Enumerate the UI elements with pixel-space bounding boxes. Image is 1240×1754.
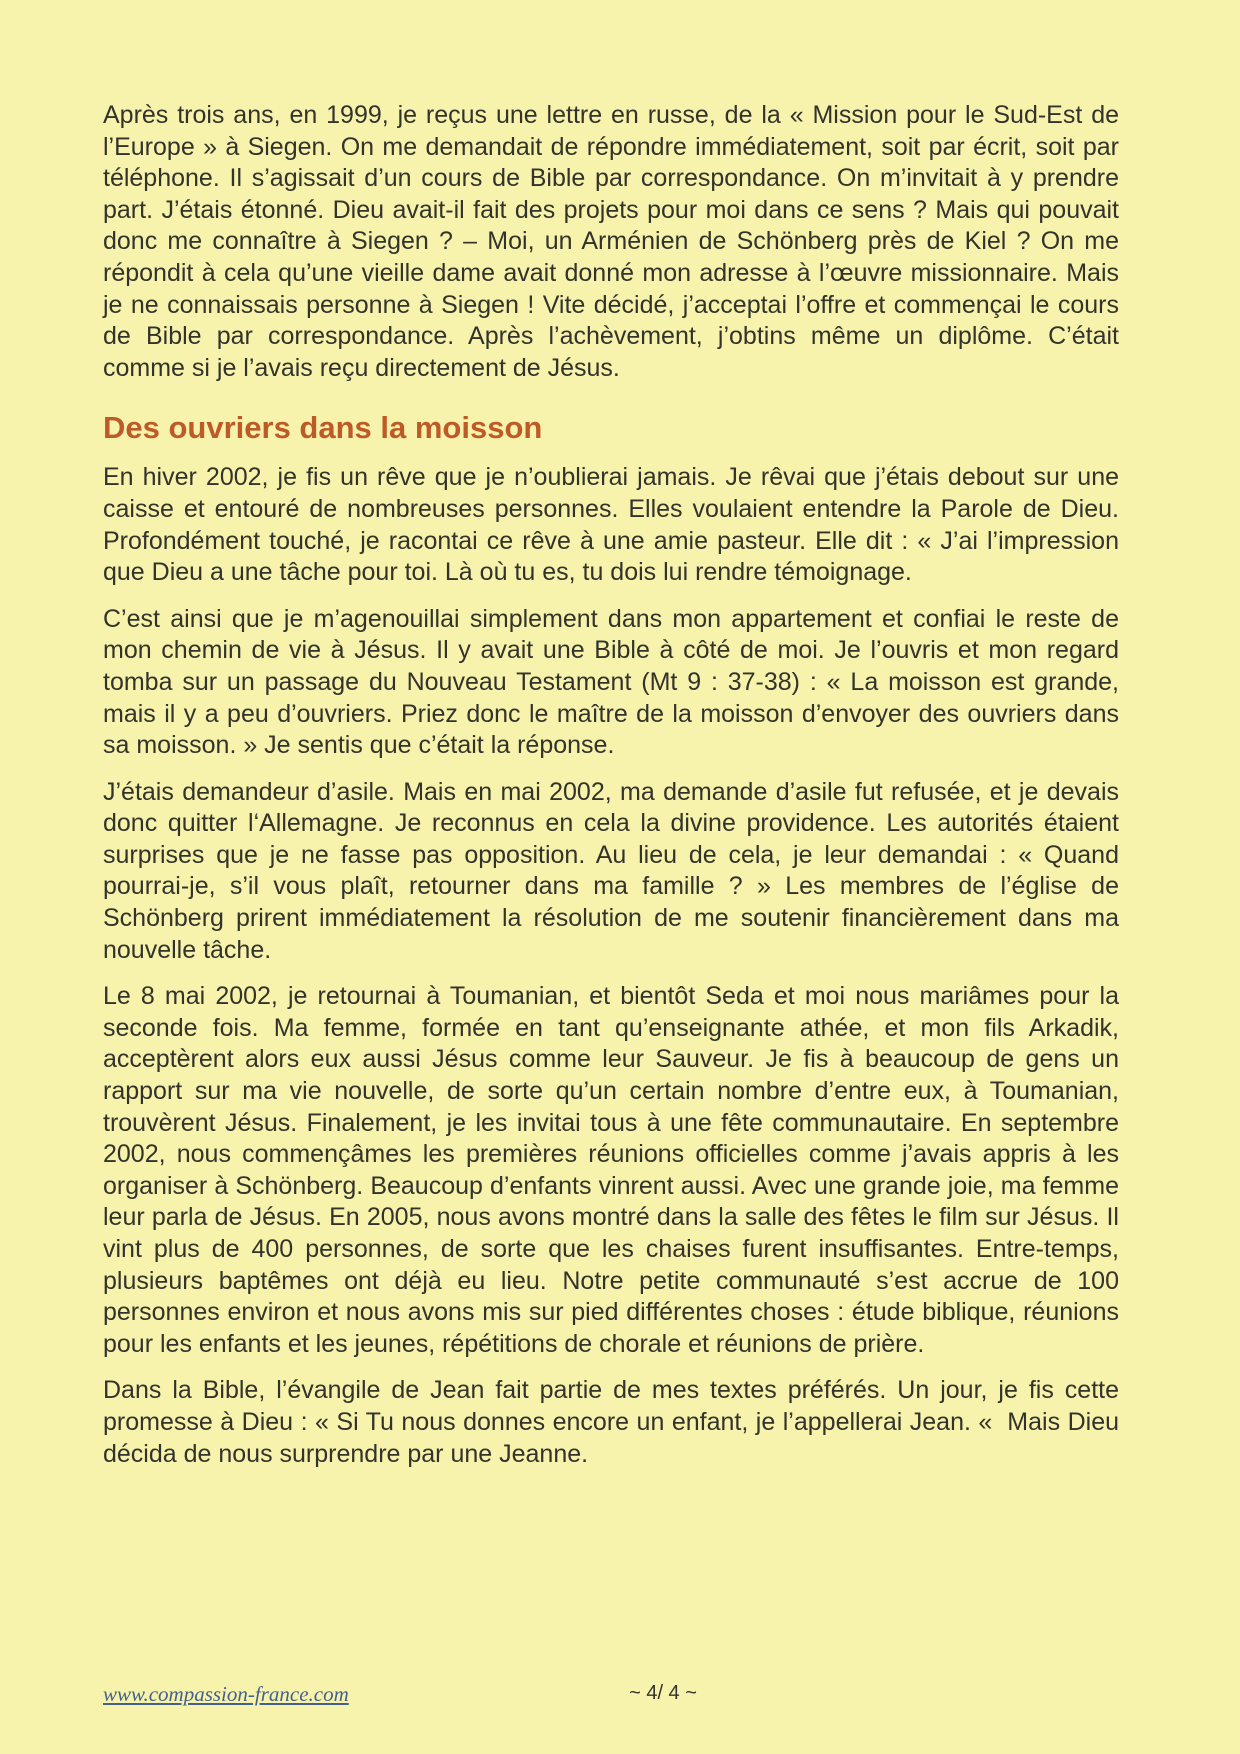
paragraph-asylum: J’étais demandeur d’asile. Mais en mai 2002, ma demande d’asile fut refusée, et je devais donc quitter l‘Allemagne. Je reconnus en cela la divine providence. Les autorités étaient surprises que je ne fasse pas opposition. Au lieu de cela, je leur demandai : « Quand pourrai-je, s’il vous plaît, retourner dans ma famille ? » Les membres de l’église de Schönberg prirent immédiatement la résolution de me soutenir financièrement dans ma nouvelle tâche. <box>103 777 1119 964</box>
section-heading: Des ouvriers dans la moisson <box>103 410 543 446</box>
page-footer <box>103 1682 1119 1712</box>
paragraph-gospel-of-john: Dans la Bible, l’évangile de Jean fait partie de mes textes préférés. Un jour, je fis cette promesse à Dieu : « Si Tu nous donnes encore un enfant, je l’appellerai Jean. « Mais Dieu décida de nous surprendre par une Jeanne. <box>103 1376 1119 1468</box>
paragraph-dream: En hiver 2002, je fis un rêve que je n’oublierai jamais. Je rêvai que j’étais debout sur une caisse et entouré de nombreuses personnes. Elles voulaient entendre la Parole de Dieu. Profondément touché, je racontai ce rêve à une amie pasteur. Elle dit : « J’ai l’impression que Dieu a une tâche pour toi. Là où tu es, tu dois lui rendre témoignage. <box>103 463 1119 587</box>
paragraph-return-toumanian: Le 8 mai 2002, je retournai à Toumanian, et bientôt Seda et moi nous mariâmes pour la seconde fois. Ma femme, formée en tant qu’enseignante athée, et mon fils Arkadik, acceptèrent alors eux aussi Jésus comme leur Sauveur. Je fis à beaucoup de gens un rapport sur ma vie nouvelle, de sorte qu’un certain nombre d’entre eux, à Toumanian, trouvèrent Jésus. Finalement, je les invitai tous à une fête communautaire. En septembre 2002, nous commençâmes les premières réunions officielles comme j’avais appris à les organiser à Schönberg. Beaucoup d’enfants vinrent aussi. Avec une grande joie, ma femme leur parla de Jésus. En 2005, nous avons montré dans la salle des fêtes le film sur Jésus. Il vint plus de 400 personnes, de sorte que les chaises furent insuffisantes. Entre-temps, plusieurs baptêmes ont déjà eu lieu. Notre petite communauté s’est accrue de 100 personnes environ et nous avons mis sur pied différentes choses : étude biblique, réunions pour les enfants et les jeunes, répétitions de chorale et réunions de prière. <box>103 982 1119 1358</box>
page-number: ~ 4/ 4 ~ <box>629 1682 697 1704</box>
document-content <box>103 100 1119 1485</box>
paragraph-intro: Après trois ans, en 1999, je reçus une lettre en russe, de la « Mission pour le Sud-Est de l’Europe » à Siegen. On me demandait de répondre immédiatement, soit par écrit, soit par téléphone. Il s’agissait d’un cours de Bible par correspondance. On m’invitait à y prendre part. J’étais étonné. Dieu avait-il fait des projets pour moi dans ce sens ? Mais qui pouvait donc me connaître à Siegen ? – Moi, un Arménien de Schönberg près de Kiel ? On me répondit à cela qu’une vieille dame avait donné mon adresse à l’œuvre missionnaire. Mais je ne connaissais personne à Siegen ! Vite décidé, j’acceptai l’offre et commençai le cours de Bible par correspondance. Après l’achèvement, j’obtins même un diplôme. C’était comme si je l’avais reçu directement de Jésus. <box>103 101 1119 382</box>
website-link[interactable]: www.compassion-france.com <box>103 1682 349 1706</box>
paragraph-bible-passage: C’est ainsi que je m’agenouillai simplement dans mon appartement et confiai le reste de mon chemin de vie à Jésus. Il y avait une Bible à côté de moi. Je l’ouvris et mon regard tomba sur un passage du Nouveau Testament (Mt 9 : 37-38) : « La moisson est grande, mais il y a peu d’ouvriers. Priez donc le maître de la moisson d’envoyer des ouvriers dans sa moisson. » Je sentis que c’était la réponse. <box>103 604 1119 760</box>
